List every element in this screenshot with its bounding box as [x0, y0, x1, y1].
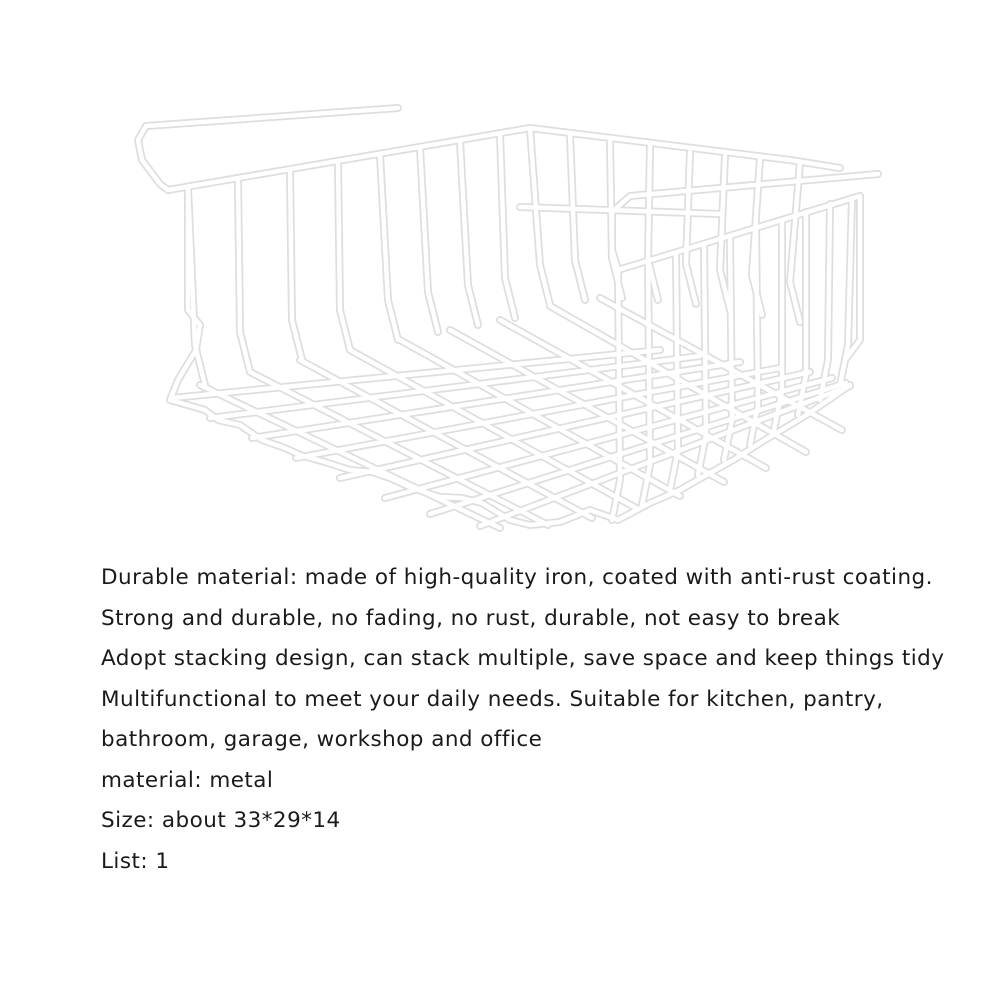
- description-line-usage: Multifunctional to meet your daily needs. Suitable for kitchen, pantry, bathroom, garage, workshop and office: [101, 686, 884, 752]
- basket-wire-highlight: [618, 196, 860, 270]
- description-line-list: List: 1: [101, 848, 170, 874]
- description-line-material: Durable material: made of high-quality iron, coated with anti-rust coating. Strong and durable, no fading, no rust, durable, not easy to break: [101, 565, 933, 631]
- product-description: [101, 558, 961, 882]
- basket-wire: [138, 108, 398, 190]
- basket-wire-highlight: [500, 134, 515, 318]
- description-line-size: Size: about 33*29*14: [101, 808, 341, 833]
- description-line-stacking: Adopt stacking design, can stack multiple, save space and keep things tidy: [101, 646, 945, 671]
- description-line-metal: material: metal: [101, 767, 274, 793]
